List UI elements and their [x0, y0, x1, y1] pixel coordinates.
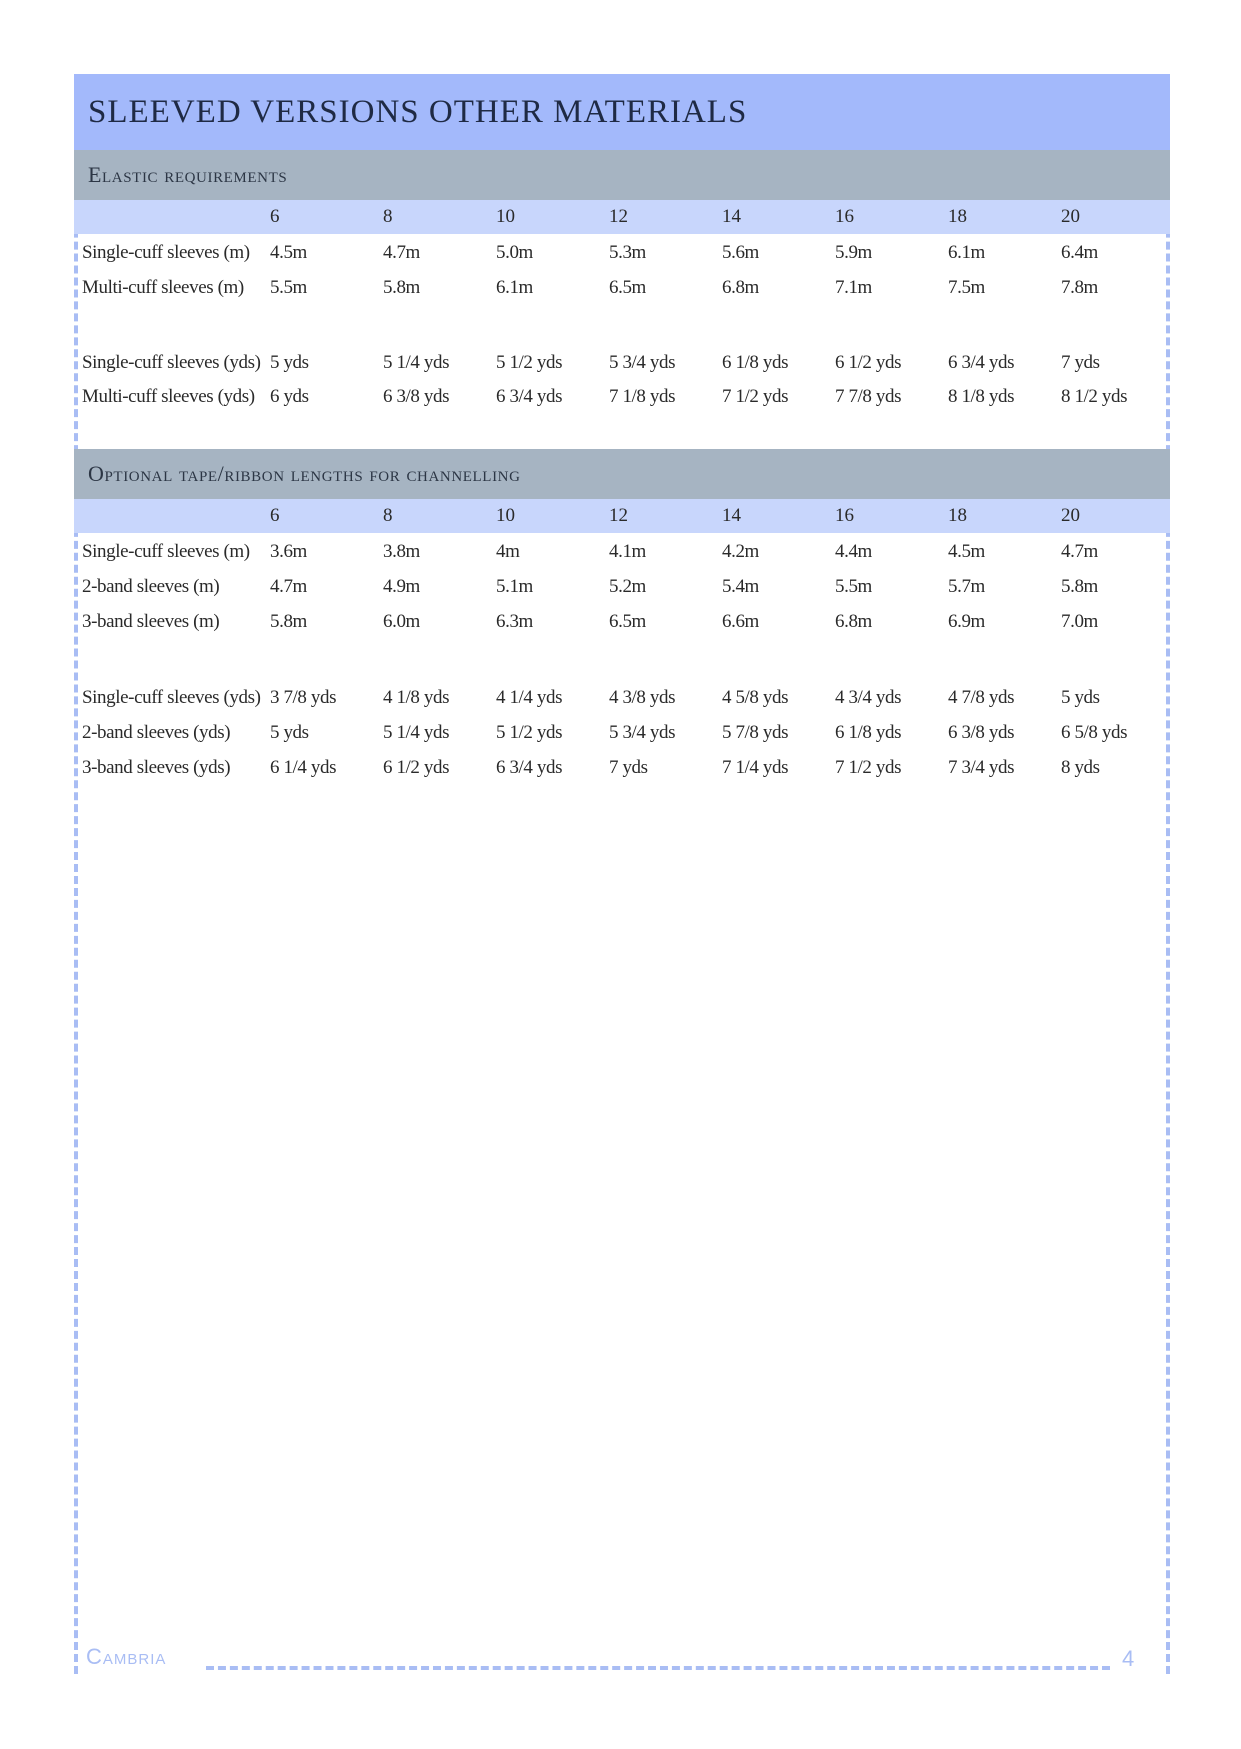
table-row [82, 352, 1162, 382]
table-cell: 5.5m [835, 576, 872, 597]
table-cell: 4.7m [270, 576, 307, 597]
table-cell: 6.8m [722, 277, 759, 298]
size-header: 20 [1061, 505, 1080, 526]
table-cell: 6 5/8 yds [1061, 722, 1128, 743]
size-header: 6 [270, 206, 280, 227]
size-header: 8 [383, 505, 393, 526]
row-label: 2-band sleeves (yds) [82, 722, 231, 743]
table-cell: 5 yds [1061, 687, 1100, 708]
table-cell: 6 1/8 yds [835, 722, 902, 743]
table-cell: 5.3m [609, 242, 646, 263]
row-label: Single-cuff sleeves (yds) [82, 687, 261, 708]
table-cell: 4 1/4 yds [496, 687, 563, 708]
table-row [82, 576, 1162, 606]
row-label: Multi-cuff sleeves (yds) [82, 386, 255, 407]
table-cell: 5.7m [948, 576, 985, 597]
row-label: Single-cuff sleeves (m) [82, 242, 250, 263]
size-header: 12 [609, 505, 628, 526]
row-label: Multi-cuff sleeves (m) [82, 277, 244, 298]
table-cell: 6 3/4 yds [948, 352, 1015, 373]
table-cell: 4 7/8 yds [948, 687, 1015, 708]
table-cell: 6.6m [722, 611, 759, 632]
footer-brand: Cambria [86, 1644, 167, 1669]
table-cell: 5 1/4 yds [383, 352, 450, 373]
table-row [82, 687, 1162, 717]
table-cell: 7 1/2 yds [722, 386, 789, 407]
size-header: 18 [948, 505, 967, 526]
size-header: 16 [835, 505, 854, 526]
table-cell: 6.4m [1061, 242, 1098, 263]
table-row [82, 757, 1162, 787]
table-row [82, 386, 1162, 416]
table-cell: 7 7/8 yds [835, 386, 902, 407]
table-cell: 3.8m [383, 541, 420, 562]
table-cell: 5 1/2 yds [496, 722, 563, 743]
section-heading-tape [74, 449, 1170, 499]
page-number: 4 [1122, 1646, 1135, 1671]
section-heading-elastic [74, 150, 1170, 200]
table-cell: 4.9m [383, 576, 420, 597]
size-header: 16 [835, 206, 854, 227]
table-cell: 4.2m [722, 541, 759, 562]
title-bar [74, 74, 1170, 150]
size-header: 20 [1061, 206, 1080, 227]
table-cell: 4 3/8 yds [609, 687, 676, 708]
page-frame [74, 74, 1170, 1674]
table-cell: 5.1m [496, 576, 533, 597]
size-header: 14 [722, 206, 741, 227]
row-label: 2-band sleeves (m) [82, 576, 220, 597]
table-cell: 5.9m [835, 242, 872, 263]
table-cell: 6 3/4 yds [496, 386, 563, 407]
table-cell: 4.5m [948, 541, 985, 562]
table-cell: 6.5m [609, 611, 646, 632]
table-cell: 4 5/8 yds [722, 687, 789, 708]
table-cell: 8 1/2 yds [1061, 386, 1128, 407]
table-cell: 4.4m [835, 541, 872, 562]
table-cell: 6.5m [609, 277, 646, 298]
table-cell: 5.0m [496, 242, 533, 263]
table-row [82, 722, 1162, 752]
table-cell: 7 yds [1061, 352, 1100, 373]
table-cell: 7.0m [1061, 611, 1098, 632]
row-label: 3-band sleeves (m) [82, 611, 220, 632]
table-cell: 7.1m [835, 277, 872, 298]
size-header: 8 [383, 206, 393, 227]
table-cell: 7 yds [609, 757, 648, 778]
size-header-row [74, 499, 1170, 533]
table-cell: 5 yds [270, 352, 309, 373]
table-cell: 6 3/8 yds [948, 722, 1015, 743]
table-row [82, 277, 1162, 307]
table-cell: 4.7m [383, 242, 420, 263]
table-cell: 5.2m [609, 576, 646, 597]
table-cell: 7.5m [948, 277, 985, 298]
table-cell: 4 3/4 yds [835, 687, 902, 708]
table-cell: 4.7m [1061, 541, 1098, 562]
table-cell: 6 1/2 yds [835, 352, 902, 373]
table-cell: 5 yds [270, 722, 309, 743]
table-cell: 5 1/4 yds [383, 722, 450, 743]
table-cell: 5.8m [383, 277, 420, 298]
row-label: Single-cuff sleeves (yds) [82, 352, 261, 373]
row-label: Single-cuff sleeves (m) [82, 541, 250, 562]
size-header: 6 [270, 505, 280, 526]
table-cell: 6.0m [383, 611, 420, 632]
table-cell: 6 1/2 yds [383, 757, 450, 778]
table-cell: 3 7/8 yds [270, 687, 337, 708]
table-cell: 7 1/4 yds [722, 757, 789, 778]
size-header: 18 [948, 206, 967, 227]
table-cell: 5.8m [1061, 576, 1098, 597]
table-row [82, 611, 1162, 641]
size-header: 12 [609, 206, 628, 227]
table-cell: 5.5m [270, 277, 307, 298]
table-cell: 4m [496, 541, 520, 562]
table-cell: 7 1/8 yds [609, 386, 676, 407]
table-row [82, 242, 1162, 272]
table-cell: 5.8m [270, 611, 307, 632]
footer-divider [206, 1666, 1110, 1670]
table-cell: 4.5m [270, 242, 307, 263]
table-cell: 8 yds [1061, 757, 1100, 778]
table-cell: 6.1m [948, 242, 985, 263]
table-cell: 6 1/8 yds [722, 352, 789, 373]
table-cell: 4 1/8 yds [383, 687, 450, 708]
table-cell: 8 1/8 yds [948, 386, 1015, 407]
table-cell: 5 3/4 yds [609, 352, 676, 373]
table-cell: 6 3/8 yds [383, 386, 450, 407]
page-title: SLEEVED VERSIONS OTHER MATERIALS [88, 93, 748, 130]
table-cell: 5 3/4 yds [609, 722, 676, 743]
section-title: Elastic requirements [88, 162, 288, 187]
size-header-row [74, 200, 1170, 234]
table-cell: 6.3m [496, 611, 533, 632]
table-cell: 6 yds [270, 386, 309, 407]
table-cell: 7 3/4 yds [948, 757, 1015, 778]
table-cell: 7.8m [1061, 277, 1098, 298]
table-cell: 6 3/4 yds [496, 757, 563, 778]
table-cell: 5.6m [722, 242, 759, 263]
table-cell: 5 7/8 yds [722, 722, 789, 743]
size-header: 10 [496, 206, 515, 227]
table-cell: 6.8m [835, 611, 872, 632]
table-cell: 6.9m [948, 611, 985, 632]
table-row [82, 541, 1162, 571]
section-title: Optional tape/ribbon lengths for channelling [88, 461, 521, 486]
row-label: 3-band sleeves (yds) [82, 757, 231, 778]
table-cell: 7 1/2 yds [835, 757, 902, 778]
table-cell: 6.1m [496, 277, 533, 298]
table-cell: 5 1/2 yds [496, 352, 563, 373]
table-cell: 6 1/4 yds [270, 757, 337, 778]
table-cell: 4.1m [609, 541, 646, 562]
table-cell: 5.4m [722, 576, 759, 597]
size-header: 10 [496, 505, 515, 526]
size-header: 14 [722, 505, 741, 526]
table-cell: 3.6m [270, 541, 307, 562]
